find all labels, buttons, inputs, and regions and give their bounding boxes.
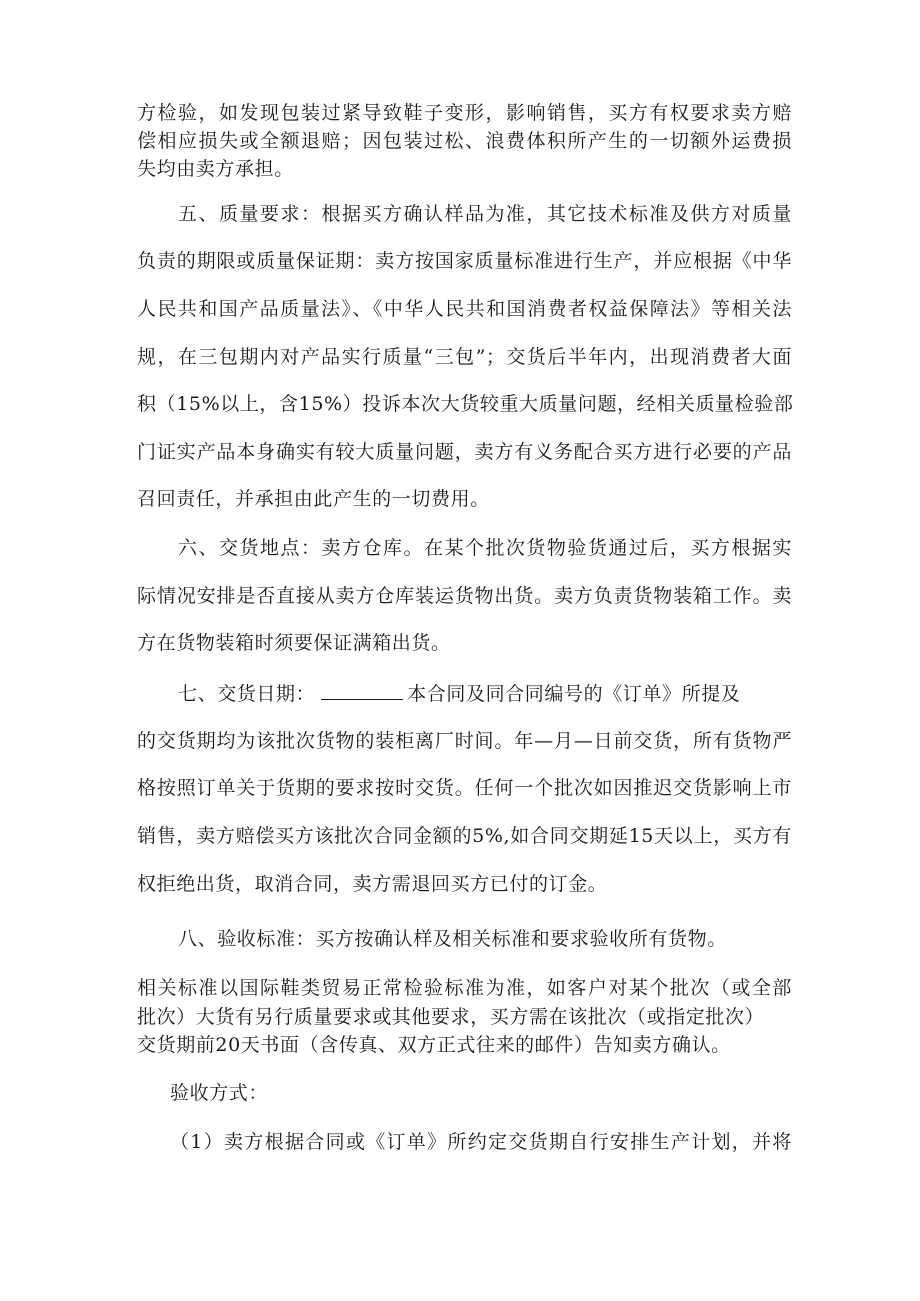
text-line: 召回责任，并承担由此产生的一切费用。 <box>137 488 490 510</box>
text-line: 交货期前20天书面（含传真、双方正式往来的邮件）告知卖方确认。 <box>137 1034 731 1056</box>
section-six-heading-line: 六、交货地点：卖方仓库。在某个批次货物验货通过后，买方根据实 <box>178 537 792 559</box>
text-line: 批次）大货有另行质量要求或其他要求，买方需在该批次（或指定批次） <box>137 1006 765 1028</box>
text-line: 负责的期限或质量保证期：卖方按国家质量标准进行生产，并应根据《中华 <box>137 250 792 272</box>
text-line: 相关标准以国际鞋类贸易正常检验标准为准，如客户对某个批次（或全部 <box>137 977 792 999</box>
text-line: （1）卖方根据合同或《订单》所约定交货期自行安排生产计划，并将 <box>170 1131 792 1153</box>
text-line: 门证实产品本身确实有较大质量问题，卖方有义务配合买方进行必要的产品 <box>137 441 792 463</box>
section-five-heading-line: 五、质量要求：根据买方确认样品为准，其它技术标准及供方对质量 <box>178 203 792 225</box>
section-seven-heading-line <box>178 681 758 706</box>
text-line: 际情况安排是否直接从卖方仓库装运货物出货。卖方负责货物装箱工作。卖 <box>137 585 792 607</box>
text-line: 格按照订单关于货期的要求按时交货。任何一个批次如因推迟交货影响上市 <box>137 777 792 799</box>
delivery-date-blank <box>321 681 403 700</box>
section-eight-heading-line: 八、验收标准：买方按确认样及相关标准和要求验收所有货物。 <box>178 928 727 950</box>
text-line: 积（15%以上，含15%）投诉本次大货较重大质量问题，经相关质量检验部 <box>137 393 794 415</box>
section-seven-text: 本合同及同合同编号的《订单》所提及 <box>407 683 741 705</box>
text-line: 方检验，如发现包装过紧导致鞋子变形，影响销售，买方有权要求卖方赔 <box>137 102 792 124</box>
text-line: 失均由卖方承担。 <box>137 158 294 180</box>
section-seven-label: 七、交货日期： <box>178 683 316 705</box>
text-line: 人民共和国产品质量法》、《中华人民共和国消费者权益保障法》等相关法 <box>137 298 792 320</box>
text-line: 权拒绝出货，取消合同，卖方需退回买方已付的订金。 <box>137 873 608 895</box>
text-line: 的交货期均为该批次货物的装柜离厂时间。年—月—日前交货，所有货物严 <box>137 730 792 752</box>
text-line: 规，在三包期内对产品实行质量“三包”；交货后半年内，出现消费者大面 <box>137 346 792 368</box>
acceptance-method-label: 验收方式： <box>170 1082 269 1104</box>
text-line: 偿相应损失或全额退赔；因包装过松、浪费体积所产生的一切额外运费损 <box>137 130 792 152</box>
text-line: 销售，卖方赔偿买方该批次合同金额的5%,如合同交期延15天以上，买方有 <box>137 825 792 847</box>
text-line: 方在货物装箱时须要保证满箱出货。 <box>137 632 451 654</box>
